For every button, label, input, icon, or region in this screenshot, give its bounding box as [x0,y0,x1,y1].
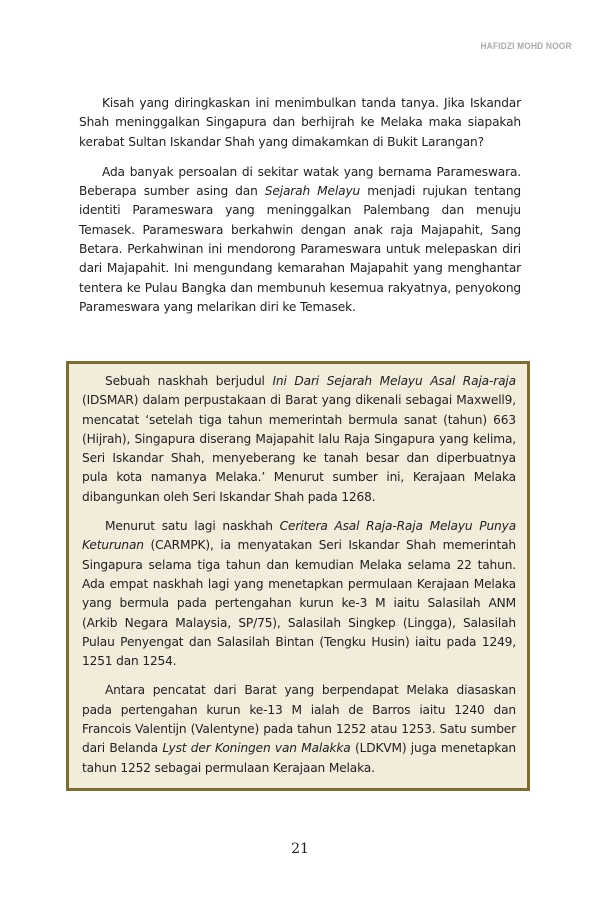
text-run: Ada banyak persoalan di sekitar watak yang bernama Parameswara. Beberapa sumber asing dan [79,164,521,199]
page-number: 21 [291,841,309,857]
text-run: Antara pencatat dari Barat yang berpendapat Melaka diasaskan pada pertengahan kurun ke-13 M ialah de Barros iaitu 1240 dan Francois Valentijn (Valentyne) pada tahun 1252 atau 1253. Satu sumber dari Belanda [82,683,516,756]
highlight-box [66,361,530,791]
book-title: Ceritera Asal Raja-Raja Melayu Punya Keturunan [82,519,517,553]
book-title: Sejarah Melayu [264,184,361,199]
text-run: Menurut satu lagi naskhah [105,519,280,534]
text-run: (LDKVM) juga menetapkan tahun 1252 sebagai permulaan Kerajaan Melaka. [82,741,516,775]
main-text [79,94,521,328]
text-run: Sebuah naskhah berjudul [105,374,273,388]
paragraph [79,94,521,152]
book-title: Lyst der Koningen van Malakka [162,741,351,756]
text-run: (CARMPK), ia menyatakan Seri Iskandar Shah memerintah Singapura selama tiga tahun dan kemudian Melaka selama 22 tahun. Ada empat naskhah lagi yang menetapkan permulaan Kerajaan Melaka yang bermula pada pertengahan kurun ke-3 M iaitu Salasilah ANM (Arkib Negara Malaysia, SP/75), Salasilah Singkep (Lingga), Salasilah Pulau Penyengat dan Salasilah Bintan (Tengku Husin) iaitu pada 1249, 1251 dan 1254. [82,538,516,669]
book-title: Ini Dari Sejarah Melayu Asal Raja-raja [272,374,516,388]
running-head-author: HAFIDZI MOHD NOOR [480,41,572,52]
text-run: (IDSMAR) dalam perpustakaan di Barat yang dikenali sebagai Maxwell9, mencatat ‘setelah tiga tahun memerintah bermula sanat (tahun) 663 (Hijrah), Singapura diserang Majapahit lalu Raja Singapura yang kelima, Seri Iskandar Shah, menyeberang ke tanah besar dan diperbuatnya pula kota namanya Melaka.’ Menurut sumber ini, Kerajaan Melaka dibangunkan oleh Seri Iskandar Shah pada 1268. [82,393,516,504]
text-run: menjadi rujukan tentang identiti Parameswara yang meninggalkan Palembang dan menuju Temasek. Parameswara berkahwin dengan anak raja Majapahit, Sang Betara. Perkahwinan ini mendorong Parameswara untuk melepaskan diri dari Majapahit. Ini mengundang kemarahan Majapahit yang menghantar tentera ke Pulau Bangka dan membunuh kesemua rakyatnya, penyokong Parameswara yang melarikan diri ke Temasek. [79,184,521,314]
text-run: Kisah yang diringkaskan ini menimbulkan tanda tanya. Jika Iskandar Shah meninggalkan Singapura dan berhijrah ke Melaka maka siapakah kerabat Sultan Iskandar Shah yang dimakamkan di Bukit Larangan? [79,96,521,149]
paragraph [79,163,521,317]
box-paragraph [82,681,516,777]
box-paragraph [82,517,516,671]
box-paragraph [82,372,516,507]
